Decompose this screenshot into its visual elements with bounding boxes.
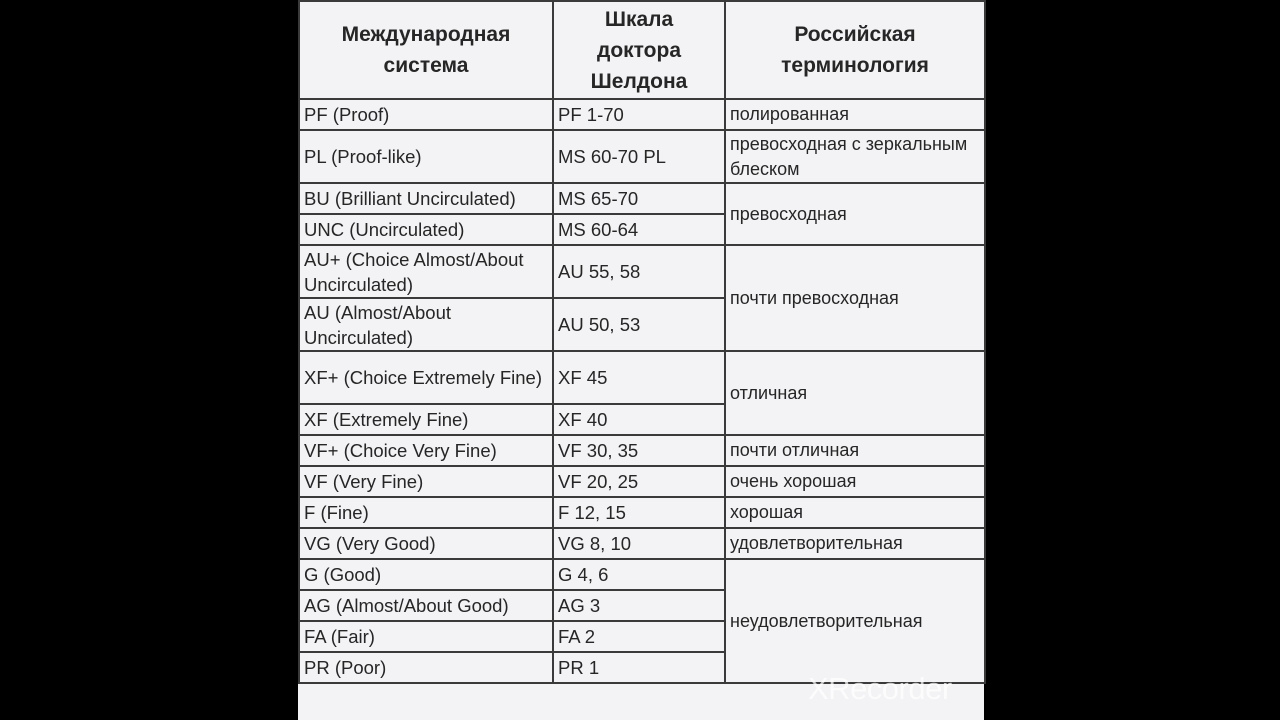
sheldon-grade-cell: MS 65-70 — [553, 183, 725, 214]
russian-term-cell: хорошая — [725, 497, 985, 528]
intl-grade-cell: G (Good) — [299, 559, 553, 590]
header-russian-terminology: Российская терминология — [725, 1, 985, 99]
table-row — [299, 245, 985, 298]
coin-grading-table — [298, 0, 986, 684]
intl-grade-cell: PF (Proof) — [299, 99, 553, 130]
sheldon-grade-cell: MS 60-64 — [553, 214, 725, 245]
intl-grade-cell: F (Fine) — [299, 497, 553, 528]
intl-grade-cell: AU+ (Choice Almost/About Uncirculated) — [299, 245, 553, 298]
grading-table-sheet — [298, 0, 984, 720]
table-row — [299, 351, 985, 404]
russian-term-cell: полированная — [725, 99, 985, 130]
russian-term-cell: почти отличная — [725, 435, 985, 466]
russian-term-cell: почти превосходная — [725, 245, 985, 351]
sheldon-grade-cell: XF 45 — [553, 351, 725, 404]
table-row — [299, 99, 985, 130]
russian-term-cell: очень хорошая — [725, 466, 985, 497]
intl-grade-cell: XF+ (Choice Extremely Fine) — [299, 351, 553, 404]
intl-grade-cell: UNC (Uncirculated) — [299, 214, 553, 245]
sheldon-grade-cell: XF 40 — [553, 404, 725, 435]
sheldon-grade-cell: F 12, 15 — [553, 497, 725, 528]
intl-grade-cell: AG (Almost/About Good) — [299, 590, 553, 621]
intl-grade-cell: VF+ (Choice Very Fine) — [299, 435, 553, 466]
sheldon-grade-cell: VF 20, 25 — [553, 466, 725, 497]
russian-term-cell: удовлетворительная — [725, 528, 985, 559]
intl-grade-cell: XF (Extremely Fine) — [299, 404, 553, 435]
russian-term-cell: превосходная — [725, 183, 985, 245]
table-row — [299, 183, 985, 214]
xrecorder-watermark: XRecorder — [808, 671, 952, 706]
header-international-system: Международная система — [299, 1, 553, 99]
table-row — [299, 466, 985, 497]
intl-grade-cell: VF (Very Fine) — [299, 466, 553, 497]
sheldon-grade-cell: AG 3 — [553, 590, 725, 621]
sheldon-grade-cell: VF 30, 35 — [553, 435, 725, 466]
intl-grade-cell: PL (Proof-like) — [299, 130, 553, 183]
intl-grade-cell: PR (Poor) — [299, 652, 553, 683]
header-sheldon-scale: Шкала доктора Шелдона — [553, 1, 725, 99]
russian-term-cell: неудовлетворительная — [725, 559, 985, 683]
table-row — [299, 559, 985, 590]
table-row — [299, 435, 985, 466]
sheldon-grade-cell: AU 50, 53 — [553, 298, 725, 351]
intl-grade-cell: FA (Fair) — [299, 621, 553, 652]
sheldon-grade-cell: G 4, 6 — [553, 559, 725, 590]
sheldon-grade-cell: PF 1-70 — [553, 99, 725, 130]
sheldon-grade-cell: AU 55, 58 — [553, 245, 725, 298]
sheldon-grade-cell: VG 8, 10 — [553, 528, 725, 559]
table-row — [299, 528, 985, 559]
russian-term-cell: отличная — [725, 351, 985, 435]
sheldon-grade-cell: PR 1 — [553, 652, 725, 683]
intl-grade-cell: VG (Very Good) — [299, 528, 553, 559]
intl-grade-cell: BU (Brilliant Uncirculated) — [299, 183, 553, 214]
table-row — [299, 130, 985, 183]
table-header-row — [299, 1, 985, 99]
table-row — [299, 497, 985, 528]
sheldon-grade-cell: FA 2 — [553, 621, 725, 652]
russian-term-cell: превосходная с зеркальным блеском — [725, 130, 985, 183]
intl-grade-cell: AU (Almost/About Uncirculated) — [299, 298, 553, 351]
sheldon-grade-cell: MS 60-70 PL — [553, 130, 725, 183]
